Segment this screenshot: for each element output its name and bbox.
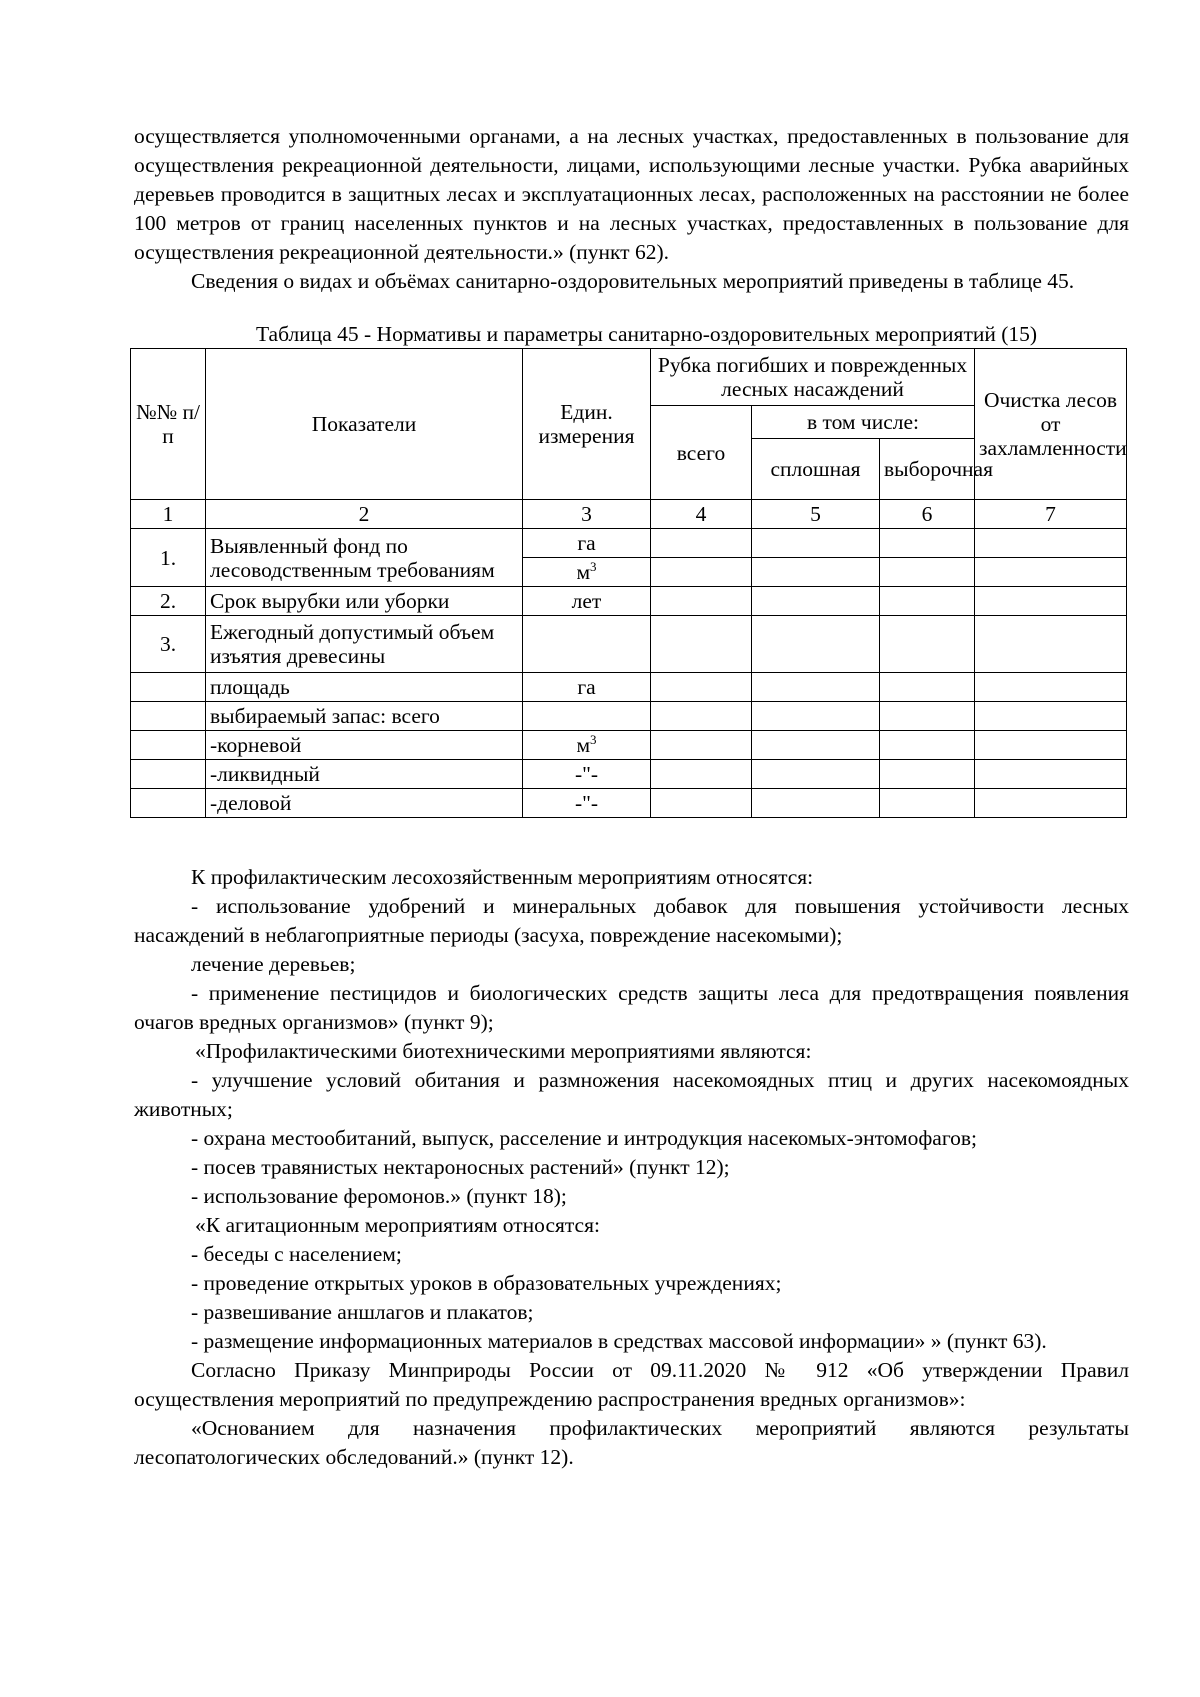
row-unit: га (523, 673, 651, 702)
table-cell (752, 760, 880, 789)
table-row (131, 760, 1127, 789)
table-cell (523, 616, 651, 673)
table-cell (651, 587, 752, 616)
table-cell (651, 789, 752, 818)
table-cell (975, 789, 1127, 818)
table-column-numbers (131, 500, 1127, 529)
table-row (131, 731, 1127, 760)
row-label: -корневой (206, 731, 523, 760)
row-unit: лет (523, 587, 651, 616)
row-label: Выявленный фонд по лесоводственным требованиям (206, 529, 523, 587)
header-selective-felling: выборочная (880, 439, 975, 500)
table-row (131, 673, 1127, 702)
table-row (131, 702, 1127, 731)
table-cell (880, 587, 975, 616)
column-number: 2 (206, 500, 523, 529)
table-cell (651, 760, 752, 789)
row-number: 3. (131, 616, 206, 673)
row-unit: -"- (523, 760, 651, 789)
table-cell (880, 789, 975, 818)
table-cell (523, 702, 651, 731)
table-cell (880, 760, 975, 789)
row-unit: га (523, 529, 651, 558)
unit-text: м (576, 560, 591, 584)
paragraph: «Основанием для назначения профилактических мероприятий являются результаты лесопатологических обследований.» (пункт 12). (134, 1416, 1129, 1469)
table-cell (131, 673, 206, 702)
table-cell (975, 702, 1127, 731)
table-cell (131, 760, 206, 789)
unit-exponent: 3 (590, 731, 597, 747)
list-item: - применение пестицидов и биологических средств защиты леса для предотвращения появления очагов вредных организмов» (пункт 9); (134, 981, 1129, 1034)
column-number: 4 (651, 500, 752, 529)
column-number: 7 (975, 500, 1127, 529)
table-row (131, 616, 1127, 673)
row-unit (523, 731, 651, 760)
table-cell (880, 702, 975, 731)
paragraph: «К агитационным мероприятиям относятся: (195, 1213, 600, 1237)
row-label: выбираемый запас: всего (206, 702, 523, 731)
table-cell (752, 789, 880, 818)
table-cell (880, 616, 975, 673)
table-cell (752, 529, 880, 558)
header-unit: Един. измерения (523, 349, 651, 500)
list-item: - использование удобрений и минеральных добавок для повышения устойчивости лесных насаждений в неблагоприятные периоды (засуха, повреждение насекомыми); (134, 894, 1129, 947)
column-number: 3 (523, 500, 651, 529)
table-cell (975, 673, 1127, 702)
list-item: лечение деревьев; (191, 952, 356, 976)
list-item: - размещение информационных материалов в средствах массовой информации» » (пункт 63). (191, 1329, 1047, 1353)
table-45 (130, 348, 1127, 818)
table-cell (975, 587, 1127, 616)
row-label: Срок вырубки или уборки (206, 587, 523, 616)
row-label: -ликвидный (206, 760, 523, 789)
document-page (134, 122, 1129, 1472)
header-cleanup: Очистка лесов от захламленности (975, 349, 1127, 500)
table-cell (752, 673, 880, 702)
row-number: 1. (131, 529, 206, 587)
unit-text: м (576, 733, 591, 757)
list-item: - улучшение условий обитания и размножения насекомоядных птиц и других насекомоядных животных; (134, 1068, 1129, 1121)
table-caption: Таблица 45 - Нормативы и параметры санитарно-оздоровительных мероприятий (15) (255, 322, 1038, 346)
row-label: Ежегодный допустимый объем изъятия древесины (206, 616, 523, 673)
list-item: - посев травянистых нектароносных растений» (пункт 12); (191, 1155, 730, 1179)
table-cell (651, 616, 752, 673)
header-including: в том числе: (752, 406, 975, 439)
table-row (131, 529, 1127, 558)
column-number: 6 (880, 500, 975, 529)
body-text (134, 863, 1129, 1472)
table-cell (975, 760, 1127, 789)
paragraph: Согласно Приказу Минприроды России от 09.11.2020 № 912 «Об утверждении Правил осуществления мероприятий по предупреждению распространения вредных организмов»: (134, 1358, 1129, 1411)
unit-exponent: 3 (590, 558, 597, 574)
table-cell (752, 587, 880, 616)
table-cell (651, 529, 752, 558)
table-cell (975, 558, 1127, 587)
table-cell (880, 558, 975, 587)
list-item: - использование феромонов.» (пункт 18); (191, 1184, 567, 1208)
column-number: 1 (131, 500, 206, 529)
row-label: -деловой (206, 789, 523, 818)
table-cell (752, 558, 880, 587)
paragraph: К профилактическим лесохозяйственным мероприятиям относятся: (191, 865, 814, 889)
paragraph: «Профилактическими биотехническими мероприятиями являются: (195, 1039, 812, 1063)
list-item: - проведение открытых уроков в образовательных учреждениях; (191, 1271, 782, 1295)
table-cell (880, 529, 975, 558)
table-cell (651, 731, 752, 760)
table-cell (752, 731, 880, 760)
list-item: - развешивание аншлагов и плакатов; (191, 1300, 534, 1324)
intro-reference-paragraph: Сведения о видах и объёмах санитарно-оздоровительных мероприятий приведены в таблице 45. (191, 269, 1075, 293)
column-number: 5 (752, 500, 880, 529)
table-cell (131, 731, 206, 760)
intro-paragraph: осуществляется уполномоченными органами, а на лесных участках, предоставленных в пользование для осуществления рекреационной деятельности, лицами, использующими лесные участки. Рубка аварийных деревьев проводится в защитных лесах и эксплуатационных лесах, расположенных на расстоянии не более 100 метров от границ населенных пунктов и на лесных участках, предоставленных в пользование для осуществления рекреационной деятельности.» (пункт 62). (134, 124, 1129, 264)
table-cell (651, 702, 752, 731)
list-item: - беседы с населением; (191, 1242, 402, 1266)
row-label: площадь (206, 673, 523, 702)
header-clear-felling: сплошная (752, 439, 880, 500)
table-cell (880, 731, 975, 760)
header-total: всего (651, 406, 752, 500)
list-item: - охрана местообитаний, выпуск, расселение и интродукция насекомых-энтомофагов; (191, 1126, 978, 1150)
table-row (131, 587, 1127, 616)
row-unit: -"- (523, 789, 651, 818)
row-unit (523, 558, 651, 587)
table-cell (131, 702, 206, 731)
table-row (131, 789, 1127, 818)
table-cell (975, 616, 1127, 673)
header-indicators: Показатели (206, 349, 523, 500)
header-num: №№ п/п (131, 349, 206, 500)
table-cell (975, 731, 1127, 760)
table-cell (651, 558, 752, 587)
table-cell (752, 702, 880, 731)
table-cell (651, 673, 752, 702)
table-cell (131, 789, 206, 818)
table-header-row (131, 349, 1127, 406)
row-number: 2. (131, 587, 206, 616)
table-cell (975, 529, 1127, 558)
header-felling: Рубка погибших и поврежденных лесных насаждений (651, 349, 975, 406)
table-cell (880, 673, 975, 702)
table-cell (752, 616, 880, 673)
